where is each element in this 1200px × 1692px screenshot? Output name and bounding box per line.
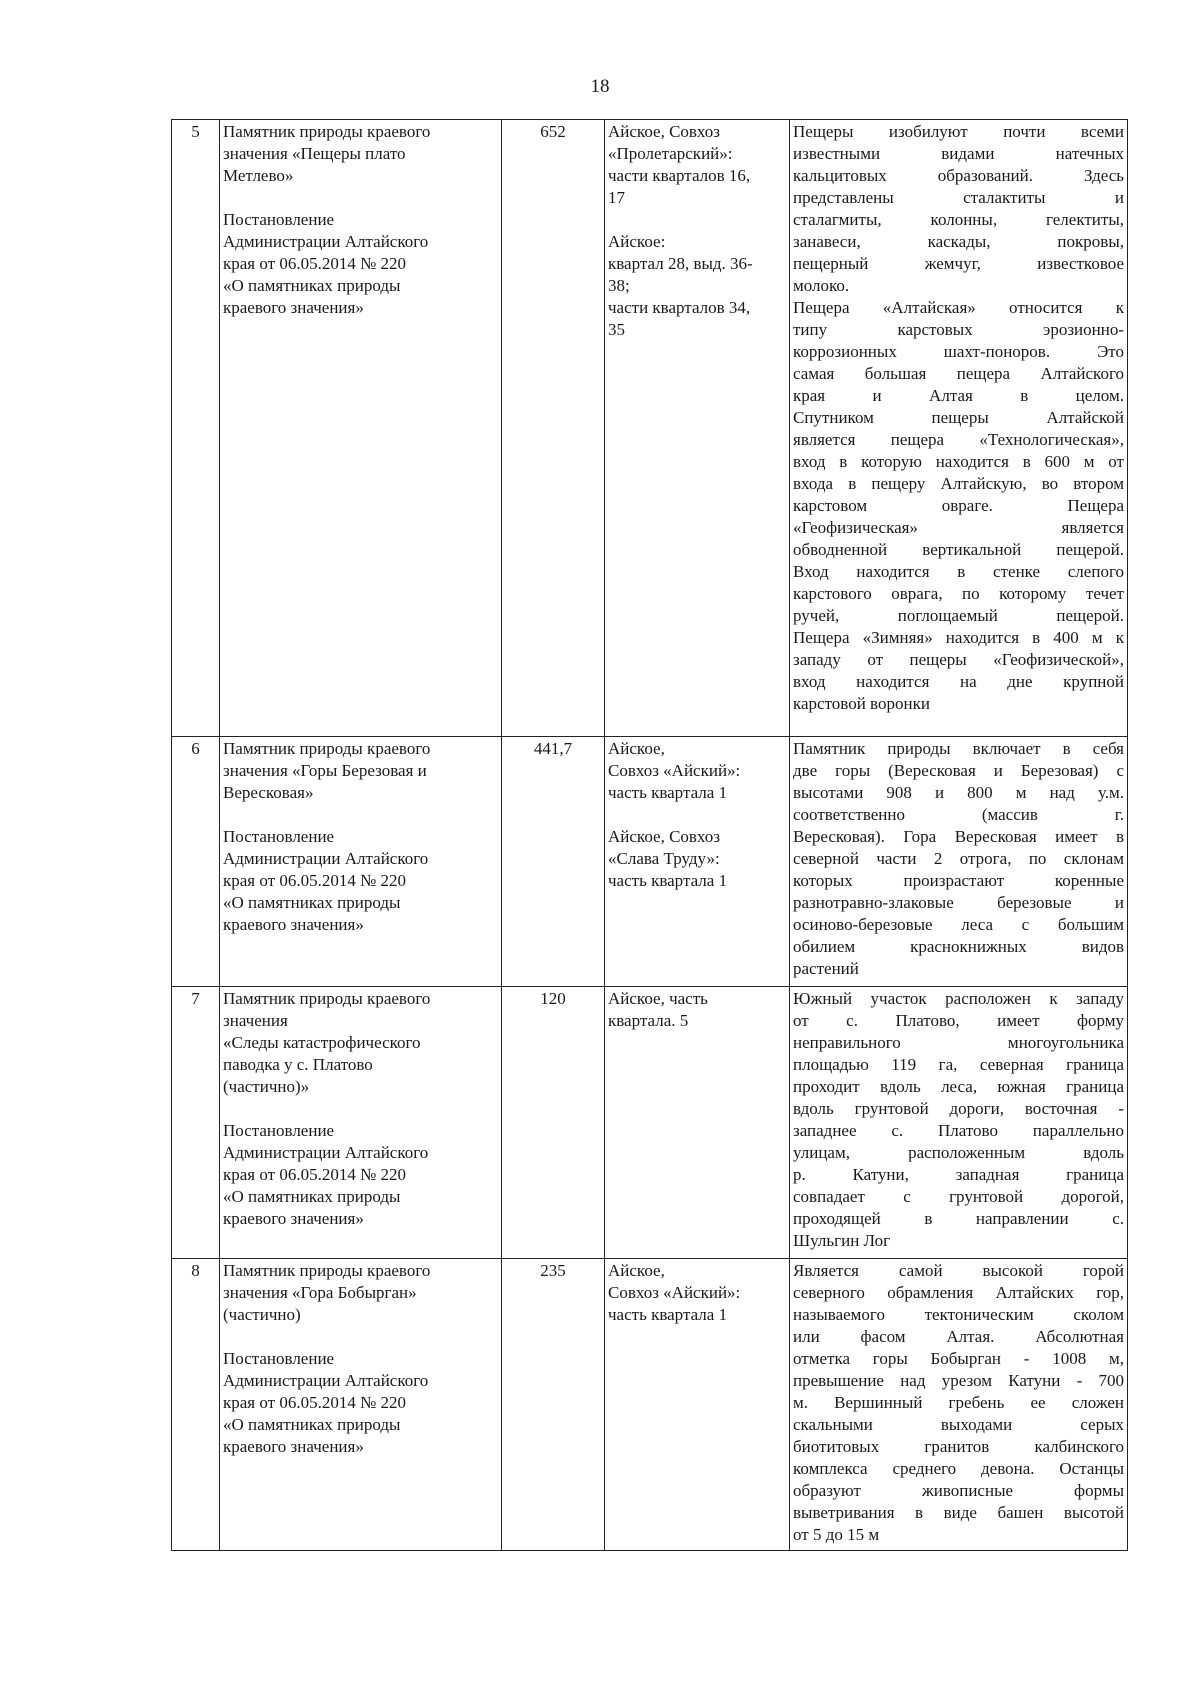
location-line: Совхоз «Айский»:: [608, 1283, 741, 1302]
blank-line: [608, 209, 786, 231]
monument-name-line: паводка у с. Платово: [223, 1055, 373, 1074]
description-line: растений: [793, 959, 859, 978]
location-line: Совхоз «Айский»:: [608, 761, 741, 780]
description-line: занавеси, каскады, покровы,: [793, 232, 1124, 251]
location-line: 35: [608, 320, 625, 339]
area-cell: 441,7: [502, 737, 605, 987]
natural-monuments-table: [171, 119, 1128, 1551]
monument-name-line: Памятник природы краевого: [223, 122, 431, 141]
monument-name-line: (частично)»: [223, 1077, 310, 1096]
decree-line: Администрации Алтайского: [223, 1371, 429, 1390]
blank-line: [608, 804, 786, 826]
decree-line: «О памятниках природы: [223, 1415, 401, 1434]
description-line: карстового оврага, по которому течет: [793, 584, 1124, 603]
description-line: Южный участок расположен к западу: [793, 989, 1124, 1008]
decree-line: Постановление: [223, 827, 335, 846]
description-line: Пещеры изобилуют почти всеми: [793, 122, 1124, 141]
description-line: вход в которую находится в 600 м от: [793, 452, 1124, 471]
decree-line: «О памятниках природы: [223, 893, 401, 912]
location-line: Айское, Совхоз: [608, 827, 721, 846]
description-line: Вересковая). Гора Вересковая имеет в: [793, 827, 1124, 846]
description-line: «Геофизическая» является: [793, 518, 1124, 537]
description-line: карстовом овраге. Пещера: [793, 496, 1124, 515]
decree-line: краевого значения»: [223, 1209, 364, 1228]
area-cell: 652: [502, 120, 605, 737]
area-cell: 120: [502, 987, 605, 1259]
description-line: площадью 119 га, северная граница: [793, 1055, 1124, 1074]
description-line: молоко.: [793, 276, 850, 295]
table-body: [172, 120, 1128, 1551]
area-cell: 235: [502, 1259, 605, 1551]
location-cell: [605, 737, 790, 987]
description-line: превышение над урезом Катуни - 700: [793, 1371, 1124, 1390]
table-row: [172, 737, 1128, 987]
decree-line: Постановление: [223, 1121, 335, 1140]
description-line: совпадает с грунтовой дорогой,: [793, 1187, 1124, 1206]
description-line: скальными выходами серых: [793, 1415, 1124, 1434]
description-line: известными видами натечных: [793, 144, 1124, 163]
description-line: осиново-березовые леса с большим: [793, 915, 1124, 934]
monument-name-line: значения «Горы Березовая и: [223, 761, 427, 780]
monument-name-line: (частично): [223, 1305, 301, 1324]
decree-line: краевого значения»: [223, 298, 364, 317]
description-line: отметка горы Бобырган - 1008 м,: [793, 1349, 1124, 1368]
table-row: [172, 987, 1128, 1259]
description-line: сталагмиты, колонны, гелектиты,: [793, 210, 1124, 229]
location-line: «Пролетарский»:: [608, 144, 733, 163]
description-line: или фасом Алтая. Абсолютная: [793, 1327, 1124, 1346]
description-line: от 5 до 15 м: [793, 1525, 880, 1544]
description-line: карстовой воронки: [793, 694, 930, 713]
row-number: 7: [172, 987, 220, 1259]
description-line: входа в пещеру Алтайскую, во втором: [793, 474, 1124, 493]
description-line: Является самой высокой горой: [793, 1261, 1124, 1280]
description-line: Памятник природы включает в себя: [793, 739, 1124, 758]
location-line: Айское, часть: [608, 989, 708, 1008]
description-line: образуют живописные формы: [793, 1481, 1124, 1500]
monument-name-line: Вересковая»: [223, 783, 314, 802]
location-cell: [605, 987, 790, 1259]
location-line: часть квартала 1: [608, 871, 728, 890]
description-line: биотитовых гранитов калбинского: [793, 1437, 1124, 1456]
decree-line: Администрации Алтайского: [223, 232, 429, 251]
location-line: Айское, Совхоз: [608, 122, 721, 141]
location-line: квартала. 5: [608, 1011, 689, 1030]
row-number: 6: [172, 737, 220, 987]
description-line: р. Катуни, западная граница: [793, 1165, 1124, 1184]
description-line: выветривания в виде башен высотой: [793, 1503, 1124, 1522]
decree-line: Администрации Алтайского: [223, 849, 429, 868]
description-line: проходит вдоль леса, южная граница: [793, 1077, 1124, 1096]
location-line: Айское,: [608, 739, 665, 758]
monument-name-cell: [220, 120, 502, 737]
decree-line: «О памятниках природы: [223, 1187, 401, 1206]
description-line: Спутником пещеры Алтайской: [793, 408, 1124, 427]
description-line: от с. Платово, имеет форму: [793, 1011, 1124, 1030]
description-line: представлены сталактиты и: [793, 188, 1124, 207]
description-line: ручей, поглощаемый пещерой.: [793, 606, 1124, 625]
location-line: Айское,: [608, 1261, 665, 1280]
monument-name-line: Памятник природы краевого: [223, 739, 431, 758]
location-line: части кварталов 16,: [608, 166, 751, 185]
decree-line: края от 06.05.2014 № 220: [223, 871, 407, 890]
description-line: Пещера «Зимняя» находится в 400 м к: [793, 628, 1124, 647]
description-line: м. Вершинный гребень ее сложен: [793, 1393, 1124, 1412]
description-line: Вход находится в стенке слепого: [793, 562, 1124, 581]
decree-line: краевого значения»: [223, 1437, 364, 1456]
monument-name-line: значения: [223, 1011, 288, 1030]
monument-name-cell: [220, 987, 502, 1259]
blank-line: [223, 1326, 498, 1348]
description-line: вход находится на дне крупной: [793, 672, 1124, 691]
location-line: 38;: [608, 276, 630, 295]
description-line: улицам, расположенным вдоль: [793, 1143, 1124, 1162]
decree-line: края от 06.05.2014 № 220: [223, 1393, 407, 1412]
monument-name-cell: [220, 1259, 502, 1551]
blank-line: [223, 804, 498, 826]
location-line: часть квартала 1: [608, 783, 728, 802]
decree-line: края от 06.05.2014 № 220: [223, 254, 407, 273]
row-number: 5: [172, 120, 220, 737]
description-line: высотами 908 и 800 м над у.м.: [793, 783, 1124, 802]
description-line: разнотравно-злаковые березовые и: [793, 893, 1124, 912]
description-line: северной части 2 отрога, по склонам: [793, 849, 1124, 868]
monument-name-cell: [220, 737, 502, 987]
page-number: 18: [590, 76, 610, 97]
description-line: комплекса среднего девона. Останцы: [793, 1459, 1124, 1478]
location-cell: [605, 1259, 790, 1551]
decree-line: Постановление: [223, 1349, 335, 1368]
description-line: Пещера «Алтайская» относится к: [793, 298, 1124, 317]
decree-line: «О памятниках природы: [223, 276, 401, 295]
blank-line: [223, 1098, 498, 1120]
description-line: Шульгин Лог: [793, 1231, 891, 1250]
decree-line: Постановление: [223, 210, 335, 229]
monument-name-line: Метлево»: [223, 166, 294, 185]
location-line: «Слава Труду»:: [608, 849, 720, 868]
row-number: 8: [172, 1259, 220, 1551]
description-line: которых произрастают коренные: [793, 871, 1124, 890]
monument-name-line: Памятник природы краевого: [223, 989, 431, 1008]
description-line: называемого тектоническим сколом: [793, 1305, 1124, 1324]
monument-name-line: «Следы катастрофического: [223, 1033, 421, 1052]
monument-name-line: значения «Пещеры плато: [223, 144, 406, 163]
description-cell: [790, 737, 1128, 987]
description-line: края и Алтая в целом.: [793, 386, 1124, 405]
description-line: обводненной вертикальной пещерой.: [793, 540, 1124, 559]
table-row: [172, 1259, 1128, 1551]
monument-name-line: значения «Гора Бобырган»: [223, 1283, 417, 1302]
description-line: две горы (Вересковая и Березовая) с: [793, 761, 1124, 780]
location-line: части кварталов 34,: [608, 298, 751, 317]
description-line: соответственно (массив г.: [793, 805, 1124, 824]
description-cell: [790, 987, 1128, 1259]
description-line: западнее с. Платово параллельно: [793, 1121, 1124, 1140]
description-line: северного обрамления Алтайских гор,: [793, 1283, 1124, 1302]
description-line: типу карстовых эрозионно-: [793, 320, 1124, 339]
location-line: 17: [608, 188, 625, 207]
decree-line: Администрации Алтайского: [223, 1143, 429, 1162]
decree-line: краевого значения»: [223, 915, 364, 934]
description-line: обилием краснокнижных видов: [793, 937, 1124, 956]
location-line: Айское:: [608, 232, 666, 251]
description-line: самая большая пещера Алтайского: [793, 364, 1124, 383]
description-cell: [790, 1259, 1128, 1551]
monument-name-line: Памятник природы краевого: [223, 1261, 431, 1280]
description-line: кальцитовых образований. Здесь: [793, 166, 1124, 185]
description-line: коррозионных шахт-поноров. Это: [793, 342, 1124, 361]
description-line: является пещера «Технологическая»,: [793, 430, 1124, 449]
description-line: пещерный жемчуг, известковое: [793, 254, 1124, 273]
location-line: часть квартала 1: [608, 1305, 728, 1324]
description-line: вдоль грунтовой дороги, восточная -: [793, 1099, 1124, 1118]
description-line: неправильного многоугольника: [793, 1033, 1124, 1052]
decree-line: края от 06.05.2014 № 220: [223, 1165, 407, 1184]
blank-line: [223, 187, 498, 209]
table-row: [172, 120, 1128, 737]
description-line: проходящей в направлении с.: [793, 1209, 1124, 1228]
location-line: квартал 28, выд. 36-: [608, 254, 753, 273]
location-cell: [605, 120, 790, 737]
description-line: западу от пещеры «Геофизической»,: [793, 650, 1124, 669]
description-cell: [790, 120, 1128, 737]
